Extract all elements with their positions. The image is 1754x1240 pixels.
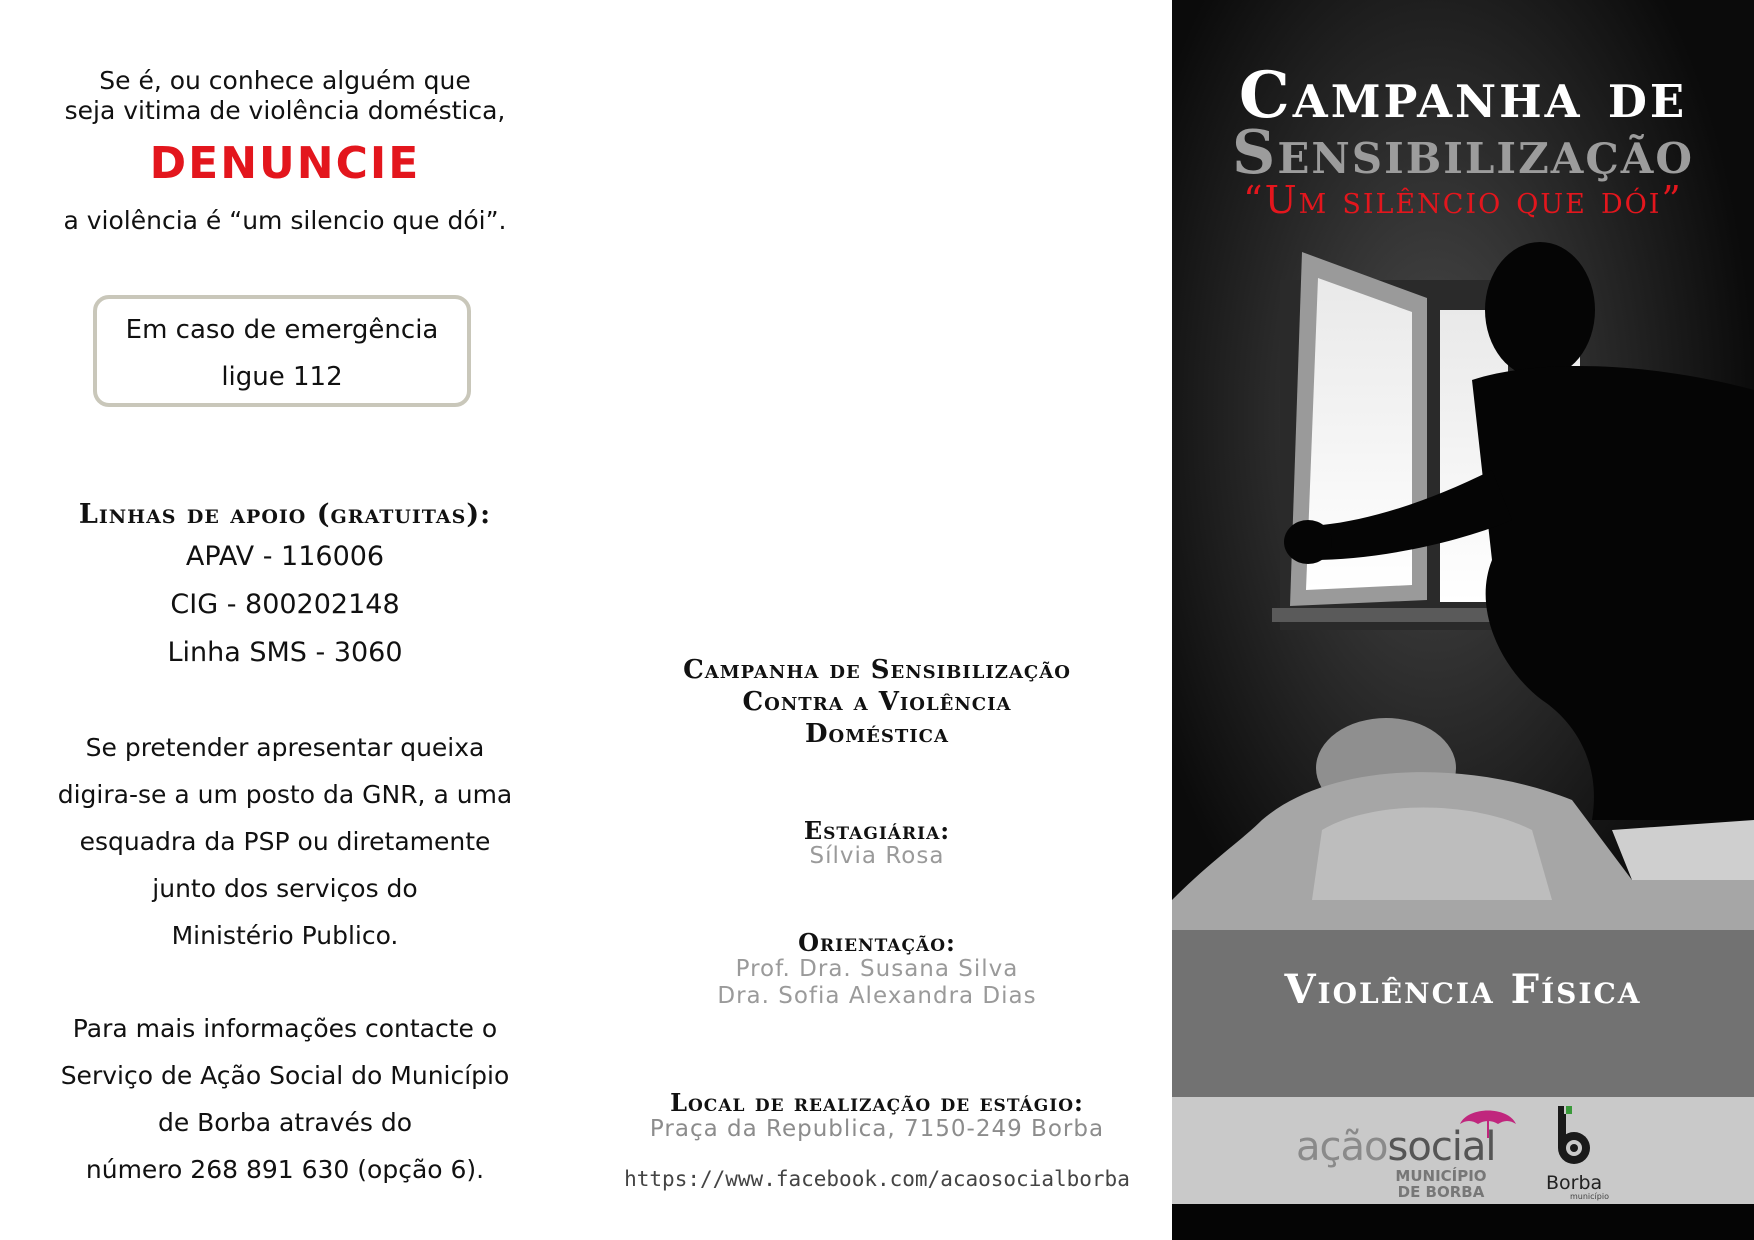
complaint-line: Se pretender apresentar queixa: [85, 733, 485, 762]
info-line: Serviço de Ação Social do Município: [60, 1061, 510, 1090]
support-line-cig: CIG - 800202148: [170, 589, 400, 620]
cover-theme: Violência Física: [1284, 966, 1642, 1013]
guidance-name-1: Prof. Dra. Susana Silva: [735, 956, 1019, 982]
logo-acao: ação: [1296, 1124, 1388, 1170]
cover-bottom-strip: [1172, 1204, 1754, 1240]
logo-borba: Borba: [1546, 1172, 1603, 1194]
complaint-paragraph: [0, 724, 570, 959]
support-lines-title: Linhas de apoio (gratuitas):: [78, 499, 492, 530]
support-line-sms: Linha SMS - 3060: [167, 637, 403, 668]
info-paragraph: [0, 1005, 570, 1193]
campaign-title-line: Campanha de Sensibilização: [683, 655, 1071, 685]
campaign-title-line: Contra a Violência: [742, 687, 1012, 717]
emergency-box: [93, 295, 471, 407]
left-panel: [0, 0, 570, 1240]
cover-subtitle: “Um silêncio que dói”: [1243, 178, 1683, 222]
denuncie-heading: DENUNCIE: [149, 138, 421, 189]
logo-municipio-line-1: MUNICÍPIO: [1395, 1167, 1487, 1185]
logo-borba-sub: município: [1570, 1192, 1609, 1201]
intro-line-1: Se é, ou conhece alguém que: [99, 66, 471, 95]
intro-line-3: a violência é “um silencio que dói”.: [63, 206, 507, 235]
support-lines-list: [0, 533, 570, 677]
info-line: número 268 891 630 (opção 6).: [85, 1155, 485, 1184]
intro-line-2: seja vitima de violência doméstica,: [64, 96, 506, 125]
complaint-line: Ministério Publico.: [171, 921, 399, 950]
complaint-line: digira-se a um posto da GNR, a uma: [57, 780, 513, 809]
support-line-apav: APAV - 116006: [185, 541, 385, 572]
info-line: de Borba através do: [157, 1108, 413, 1137]
borba-logo-icon: [1552, 1104, 1592, 1172]
facebook-link[interactable]: https://www.facebook.com/acaosocialborba: [624, 1167, 1130, 1191]
location-value: Praça da Republica, 7150-249 Borba: [649, 1116, 1105, 1142]
middle-panel: [582, 0, 1172, 1240]
campaign-title-line: Doméstica: [805, 719, 949, 749]
emergency-line-1: Em caso de emergência: [125, 315, 439, 345]
guidance-name-2: Dra. Sofia Alexandra Dias: [717, 983, 1037, 1009]
location-label: Local de realização de estágio:: [670, 1088, 1084, 1117]
logo-social: social: [1387, 1124, 1496, 1170]
emergency-line-2: ligue 112: [221, 362, 343, 392]
cover-title-line-2: Sensibilização: [1232, 118, 1694, 188]
cover-panel: [1172, 0, 1754, 1240]
complaint-line: esquadra da PSP ou diretamente: [79, 827, 491, 856]
guidance-label: Orientação:: [798, 928, 956, 957]
logo-municipio: [1386, 1168, 1496, 1200]
campaign-title: [582, 654, 1172, 750]
logo-municipio-line-2: DE BORBA: [1397, 1183, 1485, 1201]
info-line: Para mais informações contacte o: [72, 1014, 498, 1043]
intro-text: [0, 66, 570, 126]
acao-social-logo: [1296, 1124, 1496, 1170]
cover-title-line-1: Campanha de: [1238, 58, 1688, 133]
intern-name: Sílvia Rosa: [809, 843, 945, 869]
complaint-line: junto dos serviços do: [152, 874, 418, 903]
intern-label: Estagiária:: [803, 816, 951, 845]
